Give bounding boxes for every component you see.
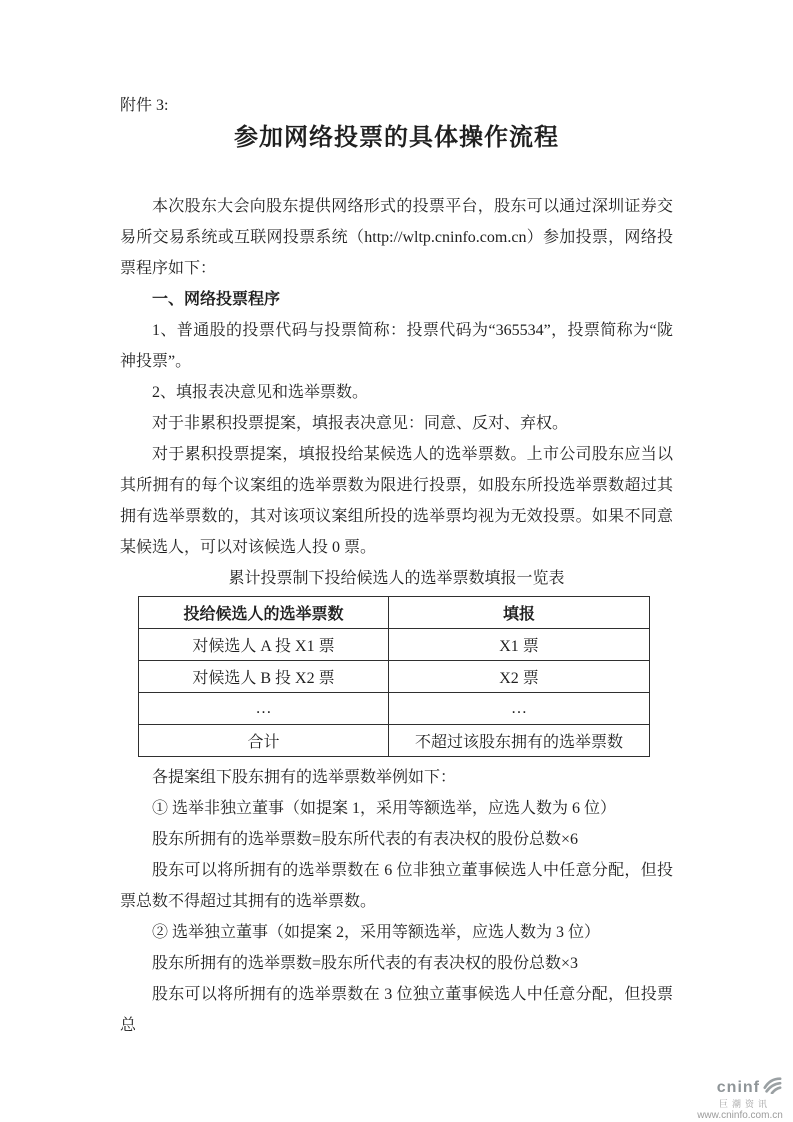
paragraph-example-2-formula: 股东所拥有的选举票数=股东所代表的有表决权的股份总数×3 bbox=[152, 955, 579, 972]
paragraph-example-2-rule: 股东可以将所拥有的选举票数在 3 位独立董事候选人中任意分配，但投票总 bbox=[120, 986, 673, 1034]
paragraph-example-1-rule: 股东可以将所拥有的选举票数在 6 位非独立董事候选人中任意分配，但投票总数不得超过其拥有的选举票数。 bbox=[120, 862, 673, 910]
paragraph-non-cumulative: 对于非累积投票提案，填报表决意见：同意、反对、弃权。 bbox=[152, 415, 569, 432]
paragraph-examples-intro: 各提案组下股东拥有的选举票数举例如下： bbox=[152, 769, 457, 786]
examples-section bbox=[120, 762, 673, 1041]
cninfo-logo-row bbox=[692, 1076, 788, 1099]
table-header-fill: 填报 bbox=[389, 597, 650, 629]
table-header-row bbox=[139, 597, 650, 629]
section-heading-network-voting-procedure: 一、网络投票程序 bbox=[152, 291, 281, 308]
table-cell: 对候选人 B 投 X2 票 bbox=[139, 661, 389, 693]
document-content bbox=[120, 93, 673, 1041]
table-cell: 不超过该股东拥有的选举票数 bbox=[389, 725, 650, 757]
cninfo-url: www.cninfo.com.cn bbox=[697, 1110, 783, 1121]
paragraph-example-1-title: ① 选举非独立董事（如提案 1，采用等额选举，应选人数为 6 位） bbox=[152, 800, 617, 817]
table-row bbox=[139, 661, 650, 693]
table-row bbox=[139, 725, 650, 757]
paragraph-cumulative: 对于累积投票提案，填报投给某候选人的选举票数。上市公司股东应当以其所拥有的每个议案组的选举票数为限进行投票，如股东所投选举票数超过其拥有选举票数的，其对该项议案组所投的选举票均视为无效投票。如果不同意某候选人，可以对该候选人投 0 票。 bbox=[120, 446, 673, 556]
paragraph-voting-code: 1、普通股的投票代码与投票简称：投票代码为“365534”，投票简称为“陇神投票”。 bbox=[120, 322, 673, 370]
page-title: 参加网络投票的具体操作流程 bbox=[234, 124, 559, 151]
attachment-label: 附件 3: bbox=[120, 97, 169, 114]
table-cell: 对候选人 A 投 X1 票 bbox=[139, 629, 389, 661]
table-caption: 累计投票制下投给候选人的选举票数填报一览表 bbox=[228, 570, 565, 587]
table-row bbox=[139, 693, 650, 725]
table-cell: … bbox=[139, 693, 389, 725]
intro-paragraph: 本次股东大会向股东提供网络形式的投票平台，股东可以通过深圳证券交易所交易系统或互联网投票系统（http://wltp.cninfo.com.cn）参加投票，网络投票程序如下： bbox=[120, 198, 673, 277]
cumulative-voting-table bbox=[138, 596, 650, 757]
table-row bbox=[139, 629, 650, 661]
cninfo-footer-logo bbox=[692, 1076, 788, 1122]
paragraph-example-1-formula: 股东所拥有的选举票数=股东所代表的有表决权的股份总数×6 bbox=[152, 831, 579, 848]
table-cell: X2 票 bbox=[389, 661, 650, 693]
table-header-votes: 投给候选人的选举票数 bbox=[139, 597, 389, 629]
paragraph-fill-opinions: 2、填报表决意见和选举票数。 bbox=[152, 384, 369, 401]
table-cell: 合计 bbox=[139, 725, 389, 757]
paragraph-example-2-title: ② 选举独立董事（如提案 2，采用等额选举，应选人数为 3 位） bbox=[152, 924, 601, 941]
cninfo-swirl-icon bbox=[762, 1076, 782, 1099]
table-cell: … bbox=[389, 693, 650, 725]
table-cell: X1 票 bbox=[389, 629, 650, 661]
cninfo-chinese-name: 巨潮资讯 bbox=[718, 1099, 771, 1109]
cninfo-brand-text: cninf bbox=[716, 1078, 760, 1096]
